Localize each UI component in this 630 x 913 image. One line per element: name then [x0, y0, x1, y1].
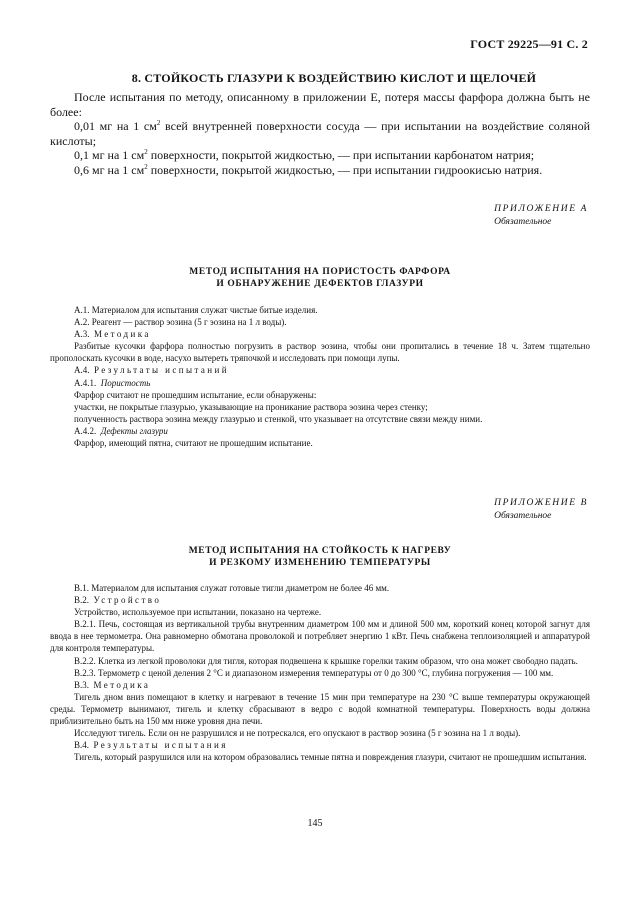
para-a1: А.1. Материалом для испытания служат чистые битые изделия. — [74, 305, 318, 315]
para-b21: В.2.1. Печь, состоящая из вертикальной трубы внутренним диаметром 100 мм и длиной 500 мм, короткий конец которой загнут для ввода в нее термометра. Она равномерно обмотана проволокой и потребляет энергию 1 кВт. Печь снабжена теплоизоляцией и аппаратурой для контроля температуры. — [50, 619, 590, 654]
section-8-title: 8. СТОЙКОСТЬ ГЛАЗУРИ К ВОЗДЕЙСТВИЮ КИСЛОТ И ЩЕЛОЧЕЙ — [131, 71, 537, 85]
para-a3-text: Разбитые кусочки фарфора полностью погрузить в раствор эозина, чтобы они пропитались в течение 18 ч. Затем тщательно прополоскать кусочки в воде, насухо вытереть тряпочкой и исследовать при помощи лупы. — [50, 341, 590, 364]
appendix-a-label: ПРИЛОЖЕНИЕ А Обязательное — [494, 204, 588, 227]
para-b3-text-1: Тигель дном вниз помещают в клетку и нагревают в течение 15 мин при температуре на 230 °С выше температуры окружающей среды. Термометр вынимают, тигель и клетку сбрасывают в ведро с водой комнатной температуры. Поверхность воды должна приблизительно быть на 150 мм ниже уровня дна печи. — [50, 691, 590, 727]
appendix-a-body — [50, 304, 590, 449]
para-b22: В.2.2. Клетка из легкой проволоки для тигля, которая подвешена к крышке горелки таким образом, что она может свободно падать. — [74, 655, 578, 666]
section-8-body — [50, 90, 590, 177]
page-number: 145 — [307, 818, 323, 829]
appendix-b-title: МЕТОД ИСПЫТАНИЯ НА СТОЙКОСТЬ К НАГРЕВУ И РЕЗКОМУ ИЗМЕНЕНИЮ ТЕМПЕРАТУРЫ — [188, 546, 452, 568]
section-8-item-3: 0,6 мг на 1 $см^2$ поверхности, покрытой жидкостью, — при испытании гидроокисью натрия. — [74, 162, 543, 177]
para-a41-heading: А.4.1. Пористость — [74, 377, 151, 388]
para-b23: В.2.3. Термометр с ценой деления 2 °С и диапазоном измерения температуры от 0 до 300 °С, глубина погружения — 100 мм. — [74, 667, 554, 678]
para-a3-heading: А.3. Методика — [74, 329, 151, 340]
para-a42-heading: А.4.2. Дефекты глазури — [74, 425, 168, 436]
section-8-item-1: 0,01 мг на 1 $см^2$ всей внутренней поверхности сосуда — при испытании на воздействие соляной кислоты; — [50, 119, 590, 148]
para-b3-text-2: Исследуют тигель. Если он не разрушился и не потрескался, его опускают в раствор эозина (5 г эозина на 1 л воды). — [74, 728, 521, 739]
para-b2-text: Устройство, используемое при испытании, показано на чертеже. — [74, 607, 322, 618]
appendix-b-body — [50, 582, 590, 763]
para-a42-text: Фарфор, имеющий пятна, считают не прошедшим испытание. — [74, 438, 313, 449]
appendix-a-title: МЕТОД ИСПЫТАНИЯ НА ПОРИСТОСТЬ ФАРФОРА И ОБНАРУЖЕНИЕ ДЕФЕКТОВ ГЛАЗУРИ — [189, 267, 451, 289]
page-header: ГОСТ 29225—91 С. 2 — [470, 37, 588, 51]
para-a4-heading: А.4. Результаты испытаний — [74, 365, 229, 376]
appendix-b-label: ПРИЛОЖЕНИЕ В Обязательное — [494, 498, 588, 521]
para-b4-text: Тигель, который разрушился или на котором образовались темные пятна и повреждения глазури, считают не прошедшим испытания. — [74, 752, 587, 763]
appendix-b-status: Обязательное — [494, 511, 552, 521]
para-a2: А.2. Реагент — раствор эозина (5 г эозина на 1 л воды). — [74, 317, 287, 328]
appendix-a-status: Обязательное — [494, 217, 552, 227]
section-8-intro: После испытания по методу, описанному в приложении Е, потеря массы фарфора должна быть не более: — [50, 90, 590, 119]
section-8-item-2: 0,1 мг на 1 $см^2$ поверхности, покрытой жидкостью, — при испытании карбонатом натрия; — [74, 148, 535, 162]
para-b4-heading: В.4. Результаты испытания — [74, 740, 228, 751]
para-a41-item-1: участки, не покрытые глазурью, указывающие на проникание раствора эозина через стенку; — [74, 401, 428, 412]
para-a41-text: Фарфор считают не прошедшим испытание, если обнаружены: — [74, 389, 317, 400]
para-b2-heading: В.2. Устройство — [74, 595, 162, 606]
para-b1: В.1. Материалом для испытания служат готовые тигли диаметром не более 46 мм. — [74, 583, 390, 593]
para-a41-item-2: полученность раствора эозина между глазурью и стенкой, что указывает на отсутствие связи между ними. — [74, 413, 483, 424]
para-b3-heading: В.3. Методика — [74, 679, 151, 690]
